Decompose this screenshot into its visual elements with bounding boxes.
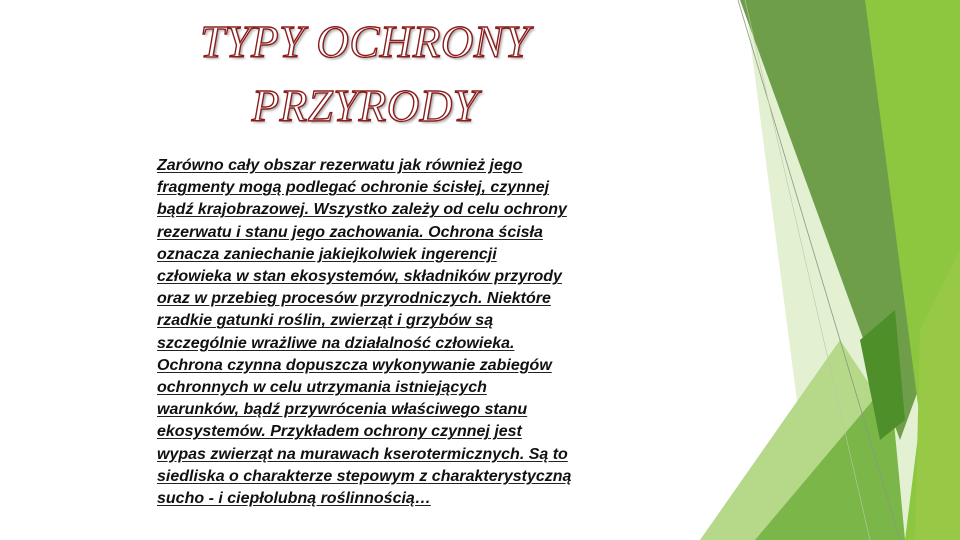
body-paragraph: Zarówno cały obszar rezerwatu jak również jego fragmenty mogą podlegać ochronie ścisłej, czynnej bądź krajobrazowej. Wszystko zależy od celu ochrony rezerwatu i stanu jego zachowania. Ochrona ścisła oznacza zaniechanie jakiejkolwiek ingerencji człowieka w stan ekosystemów, składników przyrody oraz w przebieg procesów przyrodniczych. Niektóre rzadkie gatunki roślin, zwierząt i grzybów są szczególnie wrażliwe na działalność człowieka. Ochrona czynna dopuszcza wykonywanie zabiegów ochronnych w celu utrzymania istniejących warunków, bądź przywrócenia właściwego stanu ekosystemów. Przykładem ochrony czynnej jest wypas zwierząt na murawach kserotermicznych. Są to siedliska o charakterze stepowym z charakterystyczną sucho - i ciepłolubną roślinnością… [157,157,572,508]
slide-title [150,10,580,138]
title-line-1: TYPY OCHRONY [200,17,530,67]
title-line-2: PRZYRODY [251,81,479,131]
